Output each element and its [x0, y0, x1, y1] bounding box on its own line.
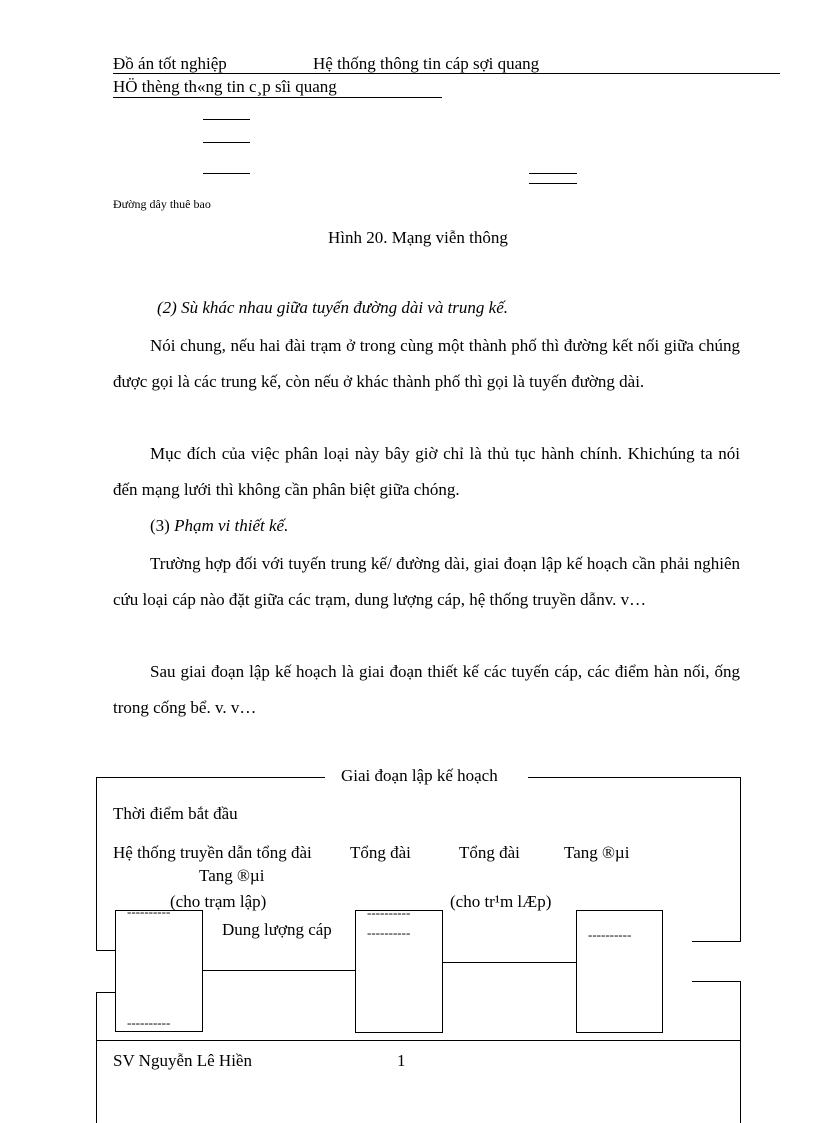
cable-capacity-label: Dung lượng cáp — [222, 920, 332, 939]
exchange-label-1: Tổng đài — [350, 843, 411, 862]
frame-right-upper — [740, 777, 741, 942]
paragraph-2 — [113, 436, 740, 508]
paragraph-1-text: Nói chung, nếu hai đài trạm ở trong cùng một thành phố thì đường kết nối giữa chúng được gọi là các trung kế, còn nếu ở khác thành phố thì gọi là tuyến đường dài. — [113, 336, 740, 391]
frame-right-notch — [692, 941, 740, 942]
link-2-3 — [443, 962, 576, 963]
box-1-dash-bottom: ---------- — [127, 1015, 171, 1030]
figure-line-2 — [203, 142, 250, 143]
paragraph-4 — [113, 654, 740, 726]
header-garbled: HÖ thèng th«ng tin c¸p sîi quang — [113, 77, 337, 96]
frame-left-upper — [96, 777, 97, 950]
box-2-dash-2: ---------- — [367, 925, 411, 940]
header-left: Đồ án tốt nghiệp — [113, 54, 227, 73]
exchange-label-3: Tang ®µi — [564, 843, 630, 862]
section-heading-3-number: (3) — [150, 516, 170, 535]
frame-left-notch — [96, 950, 115, 951]
footer-page-number: 1 — [397, 1051, 406, 1070]
subscriber-line-label: Đường dây thuê bao — [113, 197, 211, 211]
link-1-2 — [203, 970, 355, 971]
footer-student: SV Nguyễn Lê Hiền — [113, 1051, 252, 1070]
station-box-1 — [115, 910, 203, 1032]
header-underline — [113, 73, 780, 74]
figure-line-5 — [529, 183, 577, 184]
paragraph-4-text: Sau giai đoạn lập kế hoạch là giai đoạn thiết kế các tuyến cáp, các điểm hàn nối, ống trong cống bể. v. v… — [113, 662, 740, 717]
section-heading-3-text: Phạm vi thiết kế. — [174, 516, 289, 535]
box-3-dash: ---------- — [588, 927, 632, 942]
frame-inner-divider — [96, 1040, 740, 1041]
paragraph-1 — [113, 328, 740, 400]
start-time-label: Thời điểm bắt đầu — [113, 804, 238, 823]
exchange-label-4: Tang ®µi — [199, 866, 265, 885]
box-1-dash-top: ---------- — [127, 904, 171, 919]
header-garbled-underline — [113, 97, 442, 98]
frame-top-left — [96, 777, 325, 778]
section-heading-2: (2) Sù khác nhau giữa tuyến đường dài và trung kế. — [157, 298, 509, 317]
box-2-dash-1: ---------- — [367, 905, 411, 920]
frame-top-right — [528, 777, 740, 778]
paragraph-3-text: Trường hợp đối với tuyến trung kế/ đường dài, giai đoạn lập kế hoạch cần phải nghiên cứu loại cáp nào đặt giữa các trạm, dung lượng cáp, hệ thống truyền dẫnv. v… — [113, 554, 740, 609]
frame-left-lower-notch — [96, 992, 115, 993]
section-heading-3 — [150, 516, 288, 536]
frame-left-lower — [96, 992, 97, 1123]
repeater-label-1: (cho trạm lập) — [170, 892, 267, 911]
repeater-label-2: (cho tr¹m lÆp) — [450, 892, 552, 911]
header-right: Hệ thống thông tin cáp sợi quang — [313, 54, 540, 73]
figure-line-1 — [203, 119, 250, 120]
exchange-label-2: Tổng đài — [459, 843, 520, 862]
paragraph-2-text: Mục đích của việc phân loại này bây giờ chỉ là thủ tục hành chính. Khichúng ta nói đến mạng lưới thì không cần phân biệt giữa chóng. — [113, 444, 740, 499]
figure-line-4 — [529, 173, 577, 174]
frame-title: Giai đoạn lập kế hoạch — [341, 766, 498, 785]
frame-right-lower — [740, 981, 741, 1123]
figure-caption: Hình 20. Mạng viễn thông — [328, 228, 508, 247]
transmission-label: Hệ thống truyền dẫn tổng đài — [113, 843, 312, 862]
figure-line-3 — [203, 173, 250, 174]
paragraph-3 — [113, 546, 740, 618]
frame-right-lower-notch — [692, 981, 740, 982]
